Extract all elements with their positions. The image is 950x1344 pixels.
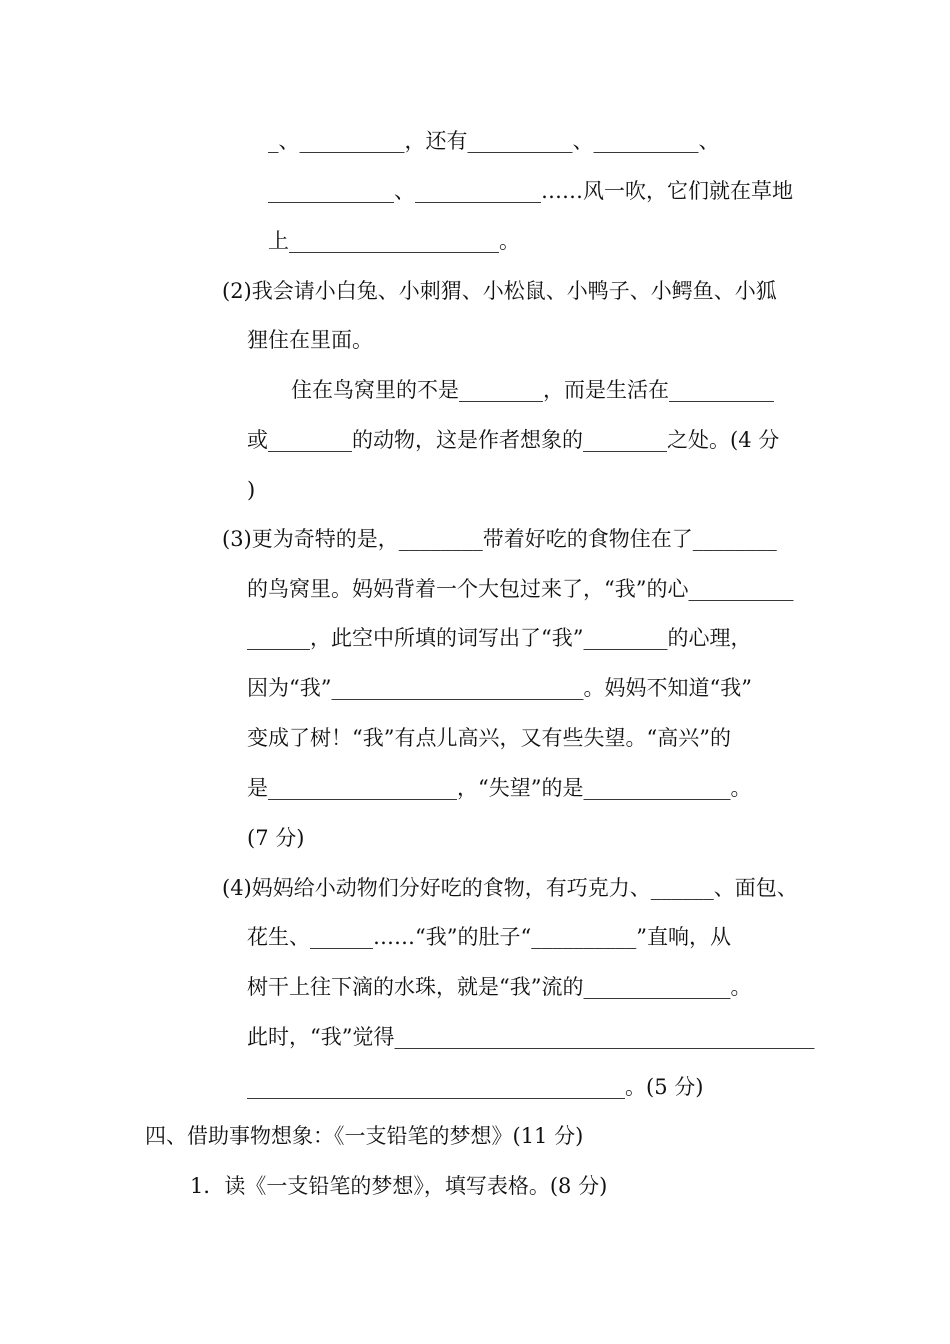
q4-line-1: (4)妈妈给小动物们分好吃的食物，有巧克力、______、面包、 [222, 876, 798, 900]
section-4-heading: 四、借助事物想象：《一支铅笔的梦想》(11 分) [145, 1124, 584, 1148]
q4-line-4: 此时，“我”觉得________________________________________ [247, 1025, 815, 1049]
q3-line-7: (7 分) [247, 826, 305, 850]
q1-blank-line-2: ____________、____________……风一吹，它们就在草地 [268, 179, 793, 203]
q3-line-5: 变成了树！“我”有点儿高兴，又有些失望。“高兴”的 [247, 726, 731, 750]
q4-line-2: 花生、______……“我”的肚子“__________”直响，从 [247, 925, 731, 949]
q3-line-6: 是__________________，“失望”的是______________。 [247, 776, 752, 800]
q2-prompt-line-1: (2)我会请小白兔、小刺猬、小松鼠、小鸭子、小鳄鱼、小狐 [222, 279, 777, 303]
q1-blank-line-3: 上____________________。 [268, 229, 520, 253]
q2-prompt-line-2: 狸住在里面。 [247, 328, 373, 352]
q4-line-5: ____________________________________。(5 分) [247, 1075, 704, 1099]
q3-line-1: (3)更为奇特的是，________带着好吃的食物住在了________ [222, 527, 777, 551]
q4-line-3: 树干上往下滴的水珠，就是“我”流的______________。 [247, 975, 752, 999]
section-4-question-1: 1．读《一支铅笔的梦想》，填写表格。(8 分) [190, 1174, 608, 1198]
q3-line-3: ______，此空中所填的词写出了“我”________的心理， [247, 626, 752, 650]
q2-fill-line-3: ) [247, 478, 256, 502]
q3-line-2: 的鸟窝里。妈妈背着一个大包过来了，“我”的心__________ [247, 577, 794, 601]
q2-fill-line-2: 或________的动物，这是作者想象的________之处。(4 分 [247, 428, 780, 452]
q1-blank-line-1: _、__________，还有__________、__________、 [268, 129, 720, 153]
q2-fill-line-1: 住在鸟窝里的不是________，而是生活在__________ [291, 378, 774, 402]
q3-line-4: 因为“我”________________________。妈妈不知道“我” [247, 676, 752, 700]
